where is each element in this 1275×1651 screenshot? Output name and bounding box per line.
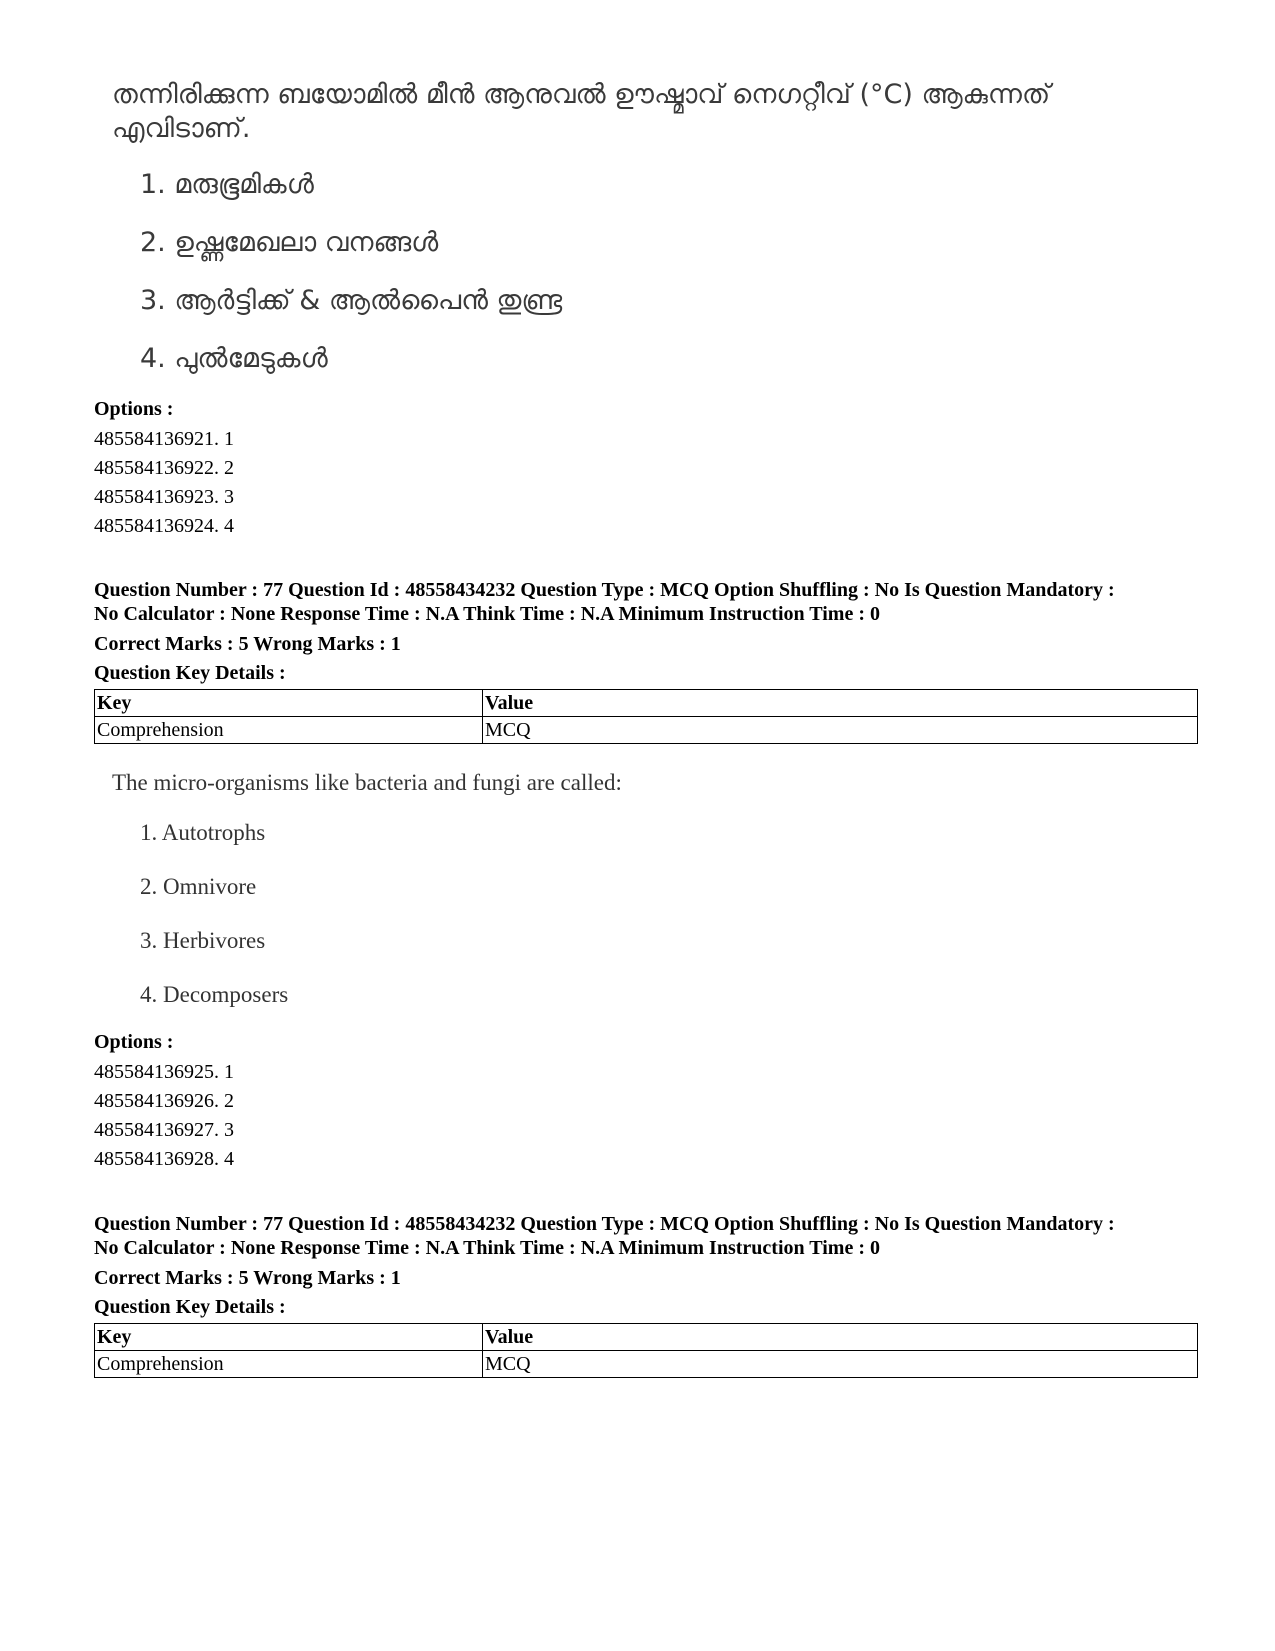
question-meta — [94, 1212, 1194, 1260]
question-2-choice: 3. Herbivores — [140, 928, 266, 953]
key-details-table-wrap — [94, 689, 1194, 744]
option-line: 485584136927. 3 — [94, 1119, 234, 1141]
question-meta — [94, 578, 1194, 626]
table-cell-value: MCQ — [483, 717, 1198, 744]
question-meta-line: No Calculator : None Response Time : N.A Think Time : N.A Minimum Instruction Time : 0 — [94, 603, 880, 625]
question-meta-line: Question Number : 77 Question Id : 48558434232 Question Type : MCQ Option Shuffling : No Is Question Mandatory : — [94, 579, 1115, 601]
option-line: 485584136924. 4 — [94, 515, 234, 537]
question-1-choice: 3. ആർട്ടിക്ക് & ആൽപൈൻ തുണ്ട്ര — [140, 285, 563, 316]
question-2-choice: 1. Autotrophs — [140, 820, 266, 845]
table-row — [95, 1351, 1198, 1378]
table-header-value: Value — [483, 1324, 1198, 1351]
question-2-choice: 4. Decomposers — [140, 982, 289, 1007]
key-details-table-wrap — [94, 1323, 1194, 1378]
question-1-text: തന്നിരിക്കുന്ന ബയോമിൽ മീൻ ആനുവൽ ഊഷ്മാവ് നെഗറ്റീവ് (°C) ആകുന്നത് എവിടാണ്. — [112, 79, 1051, 144]
table-header-row — [95, 690, 1198, 717]
table-header-key: Key — [95, 690, 483, 717]
question-1-choice: 2. ഉഷ്ണമേഖലാ വനങ്ങൾ — [140, 227, 439, 258]
table-cell-key: Comprehension — [95, 717, 483, 744]
key-details-table — [94, 1323, 1198, 1378]
option-line: 485584136923. 3 — [94, 486, 234, 508]
options-label: Options : — [94, 1031, 174, 1053]
key-details-label: Question Key Details : — [94, 662, 286, 684]
question-2-text: The micro-organisms like bacteria and fungi are called: — [112, 770, 622, 795]
option-line: 485584136922. 2 — [94, 457, 234, 479]
option-line: 485584136928. 4 — [94, 1148, 234, 1170]
option-line: 485584136925. 1 — [94, 1061, 234, 1083]
table-row — [95, 717, 1198, 744]
key-details-label: Question Key Details : — [94, 1296, 286, 1318]
table-cell-key: Comprehension — [95, 1351, 483, 1378]
option-line: 485584136921. 1 — [94, 428, 234, 450]
question-1-choice: 4. പുൽമേടുകൾ — [140, 343, 328, 374]
question-meta-line: Question Number : 77 Question Id : 48558434232 Question Type : MCQ Option Shuffling : No Is Question Mandatory : — [94, 1213, 1115, 1235]
question-1-choice: 1. മരുഭൂമികൾ — [140, 169, 314, 200]
marks-line: Correct Marks : 5 Wrong Marks : 1 — [94, 633, 401, 655]
key-details-table — [94, 689, 1198, 744]
question-meta-line: No Calculator : None Response Time : N.A Think Time : N.A Minimum Instruction Time : 0 — [94, 1237, 880, 1259]
table-cell-value: MCQ — [483, 1351, 1198, 1378]
marks-line: Correct Marks : 5 Wrong Marks : 1 — [94, 1267, 401, 1289]
table-header-key: Key — [95, 1324, 483, 1351]
table-header-value: Value — [483, 690, 1198, 717]
options-label: Options : — [94, 398, 174, 420]
option-line: 485584136926. 2 — [94, 1090, 234, 1112]
table-header-row — [95, 1324, 1198, 1351]
question-2-choice: 2. Omnivore — [140, 874, 257, 899]
